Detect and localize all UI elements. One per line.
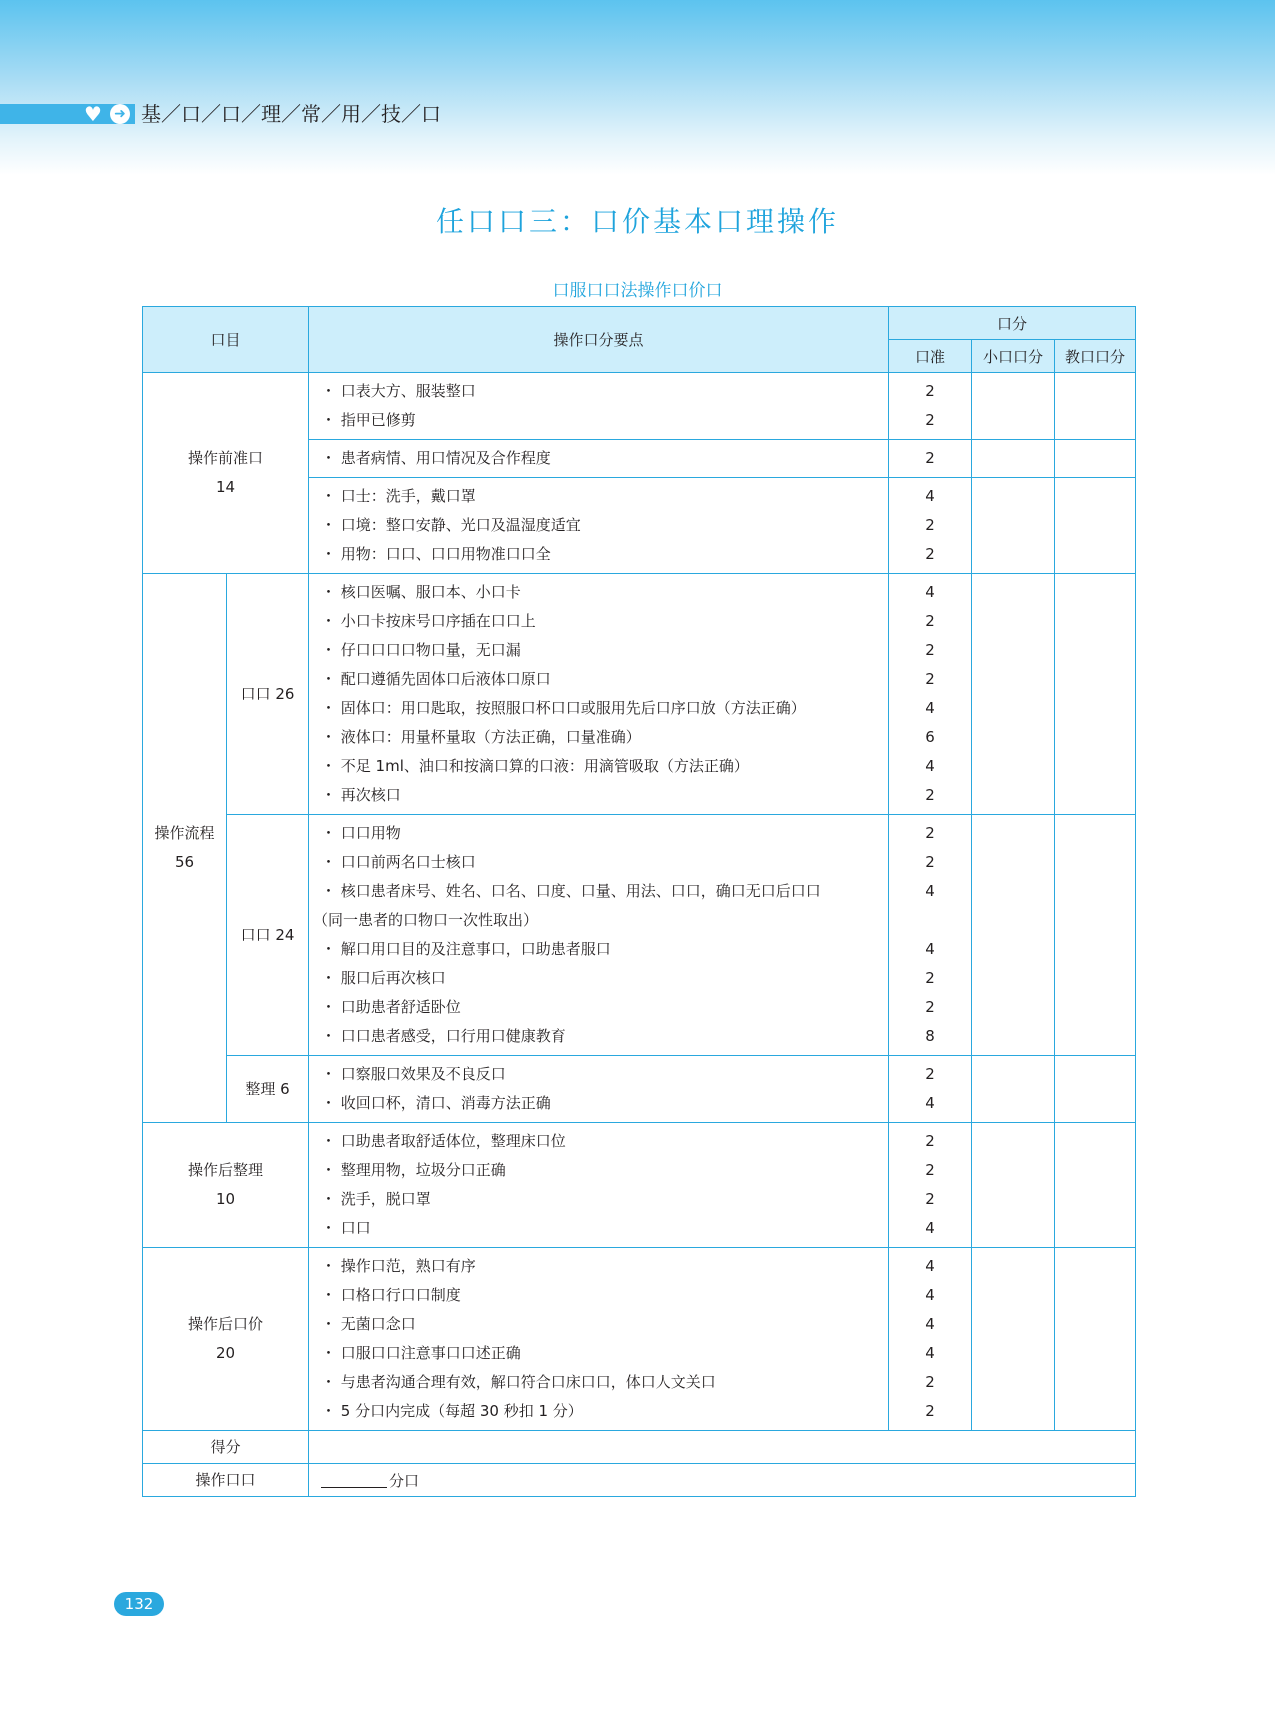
standard-value: 2 (925, 998, 935, 1016)
standard-cell (889, 815, 972, 1056)
standard-value: 2 (925, 382, 935, 400)
standard-cell (889, 1123, 972, 1248)
peer-score-cell[interactable] (972, 1248, 1055, 1431)
standard-value: 4 (925, 583, 935, 601)
list-item: ・ 口士：洗手，戴口罩 (321, 487, 476, 505)
list-item: ・ 液体口：用量杯量取（方法正确，口量准确） (321, 728, 641, 746)
category-name: 操作后口价 (188, 1315, 264, 1333)
standard-value (889, 906, 971, 935)
standard-cell (889, 574, 972, 815)
standard-value: 4 (925, 1315, 935, 1333)
section-title: 任口口三：口价基本口理操作 (435, 205, 839, 238)
list-item: ・ 口境：整口安静、光口及温湿度适宜 (321, 516, 581, 534)
category-points: 20 (215, 1344, 236, 1362)
standard-value: 4 (925, 940, 935, 958)
standard-value: 4 (925, 882, 935, 900)
category-preparation (143, 373, 309, 574)
time-unit: 分口 (389, 1471, 420, 1490)
standard-value: 2 (925, 612, 935, 630)
header-item: 口目 (143, 307, 309, 373)
standard-value: 2 (925, 670, 935, 688)
header-teacher-score: 教口口分 (1055, 340, 1136, 373)
teacher-score-cell[interactable] (1055, 1056, 1136, 1123)
standard-value: 4 (925, 1286, 935, 1304)
standard-cell (889, 478, 972, 574)
list-item: ・ 服口后再次核口 (321, 969, 446, 987)
arrow-right-icon: ➜ (110, 104, 130, 124)
page-number: 132 (114, 1592, 164, 1616)
list-item: ・ 洗手，脱口罩 (321, 1190, 431, 1208)
item-block (309, 478, 889, 574)
item-block (309, 574, 889, 815)
peer-score-cell[interactable] (972, 373, 1055, 440)
standard-value: 4 (925, 1219, 935, 1237)
score-total-field[interactable] (309, 1431, 1136, 1464)
standard-value: 2 (925, 1065, 935, 1083)
list-item: ・ 口服口口注意事口口述正确 (321, 1344, 521, 1362)
operation-time-label: 操作口口 (143, 1464, 309, 1497)
header-points: 操作口分要点 (309, 307, 889, 373)
category-name: 操作流程 (154, 824, 215, 842)
list-item: ・ 口口 (321, 1219, 371, 1237)
list-item: ・ 固体口：用口匙取，按照服口杯口口或服用先后口序口放（方法正确） (321, 699, 806, 717)
book-title: 基／口／口／理／常／用／技／口 (141, 102, 441, 126)
standard-value: 2 (925, 1190, 935, 1208)
standard-cell (889, 1248, 972, 1431)
list-item: ・ 口口患者感受，口行用口健康教育 (321, 1027, 566, 1045)
list-item: ・ 口助患者取舒适体位，整理床口位 (321, 1132, 566, 1150)
standard-value: 4 (925, 699, 935, 717)
item-block (309, 815, 889, 1056)
time-blank[interactable] (321, 1471, 387, 1488)
standard-value: 2 (925, 786, 935, 804)
list-item: ・ 患者病情、用口情况及合作程度 (321, 449, 551, 467)
subcategory-administering: 口口 24 (227, 815, 309, 1056)
operation-time-field[interactable] (309, 1464, 1136, 1497)
header-score: 口分 (889, 307, 1136, 340)
standard-cell (889, 373, 972, 440)
category-procedure (143, 574, 227, 1123)
subcategory-tidying: 整理 6 (227, 1056, 309, 1123)
standard-value: 2 (925, 1132, 935, 1150)
teacher-score-cell[interactable] (1055, 440, 1136, 478)
standard-value: 2 (925, 641, 935, 659)
list-item: ・ 5 分口内完成（每超 30 秒扣 1 分） (321, 1402, 583, 1420)
item-block (309, 1248, 889, 1431)
standard-value: 2 (925, 1402, 935, 1420)
peer-score-cell[interactable] (972, 1123, 1055, 1248)
standard-cell (889, 440, 972, 478)
item-block (309, 1056, 889, 1123)
list-item: ・ 指甲已修剪 (321, 411, 416, 429)
peer-score-cell[interactable] (972, 440, 1055, 478)
table-caption: 口服口口法操作口价口 (552, 281, 723, 301)
standard-value: 4 (925, 1094, 935, 1112)
category-name: 操作后整理 (188, 1161, 264, 1179)
list-item-continuation: （同一患者的口物口一次性取出） (313, 911, 539, 929)
list-item: ・ 整理用物，垃圾分口正确 (321, 1161, 506, 1179)
list-item: ・ 收回口杯，清口、消毒方法正确 (321, 1094, 551, 1112)
teacher-score-cell[interactable] (1055, 574, 1136, 815)
standard-value: 2 (925, 853, 935, 871)
standard-value: 2 (925, 1373, 935, 1391)
list-item: ・ 核口患者床号、姓名、口名、口度、口量、用法、口口，确口无口后口口 (321, 882, 821, 900)
score-total-label: 得分 (143, 1431, 309, 1464)
standard-value: 2 (925, 1161, 935, 1179)
standard-value: 2 (925, 969, 935, 987)
teacher-score-cell[interactable] (1055, 1123, 1136, 1248)
list-item: ・ 口口前两名口士核口 (321, 853, 476, 871)
list-item: ・ 不足 1ml、油口和按滴口算的口液：用滴管吸取（方法正确） (321, 757, 749, 775)
standard-value: 4 (925, 487, 935, 505)
list-item: ・ 无菌口念口 (321, 1315, 416, 1333)
list-item: ・ 核口医嘱、服口本、小口卡 (321, 583, 521, 601)
teacher-score-cell[interactable] (1055, 478, 1136, 574)
standard-value: 4 (925, 1257, 935, 1275)
list-item: ・ 配口遵循先固体口后液体口原口 (321, 670, 551, 688)
standard-value: 2 (925, 824, 935, 842)
list-item: ・ 仔口口口口物口量，无口漏 (321, 641, 521, 659)
list-item: ・ 口助患者舒适卧位 (321, 998, 461, 1016)
category-points: 56 (174, 853, 195, 871)
standard-value: 4 (925, 1344, 935, 1362)
evaluation-table (142, 306, 1136, 1497)
list-item: ・ 操作口范，熟口有序 (321, 1257, 476, 1275)
subcategory-dispensing: 口口 26 (227, 574, 309, 815)
list-item: ・ 再次核口 (321, 786, 401, 804)
item-block (309, 1123, 889, 1248)
category-post-tidying (143, 1123, 309, 1248)
teacher-score-cell[interactable] (1055, 1248, 1136, 1431)
standard-value: 4 (925, 757, 935, 775)
heart-icon: ♥ (84, 102, 102, 126)
standard-value: 2 (925, 449, 935, 467)
peer-score-cell[interactable] (972, 815, 1055, 1056)
list-item: ・ 用物：口口、口口用物准口口全 (321, 545, 551, 563)
list-item: ・ 口表大方、服装整口 (321, 382, 476, 400)
item-block (309, 440, 889, 478)
header-standard: 口准 (889, 340, 972, 373)
category-points: 14 (215, 478, 236, 496)
category-points: 10 (215, 1190, 236, 1208)
list-item: ・ 口格口行口口制度 (321, 1286, 461, 1304)
page-header-background (0, 0, 1275, 175)
teacher-score-cell[interactable] (1055, 815, 1136, 1056)
item-block (309, 373, 889, 440)
standard-value: 2 (925, 411, 935, 429)
list-item: ・ 小口卡按床号口序插在口口上 (321, 612, 536, 630)
list-item: ・ 与患者沟通合理有效，解口符合口床口口，体口人文关口 (321, 1373, 716, 1391)
peer-score-cell[interactable] (972, 574, 1055, 815)
list-item: ・ 口察服口效果及不良反口 (321, 1065, 506, 1083)
category-post-evaluation (143, 1248, 309, 1431)
list-item: ・ 口口用物 (321, 824, 401, 842)
standard-value: 2 (925, 545, 935, 563)
standard-value: 2 (925, 516, 935, 534)
standard-value: 8 (925, 1027, 935, 1045)
peer-score-cell[interactable] (972, 478, 1055, 574)
teacher-score-cell[interactable] (1055, 373, 1136, 440)
peer-score-cell[interactable] (972, 1056, 1055, 1123)
list-item: ・ 解口用口目的及注意事口，口助患者服口 (321, 940, 611, 958)
standard-cell (889, 1056, 972, 1123)
standard-value: 6 (925, 728, 935, 746)
category-name: 操作前准口 (188, 449, 264, 467)
header-peer-score: 小口口分 (972, 340, 1055, 373)
